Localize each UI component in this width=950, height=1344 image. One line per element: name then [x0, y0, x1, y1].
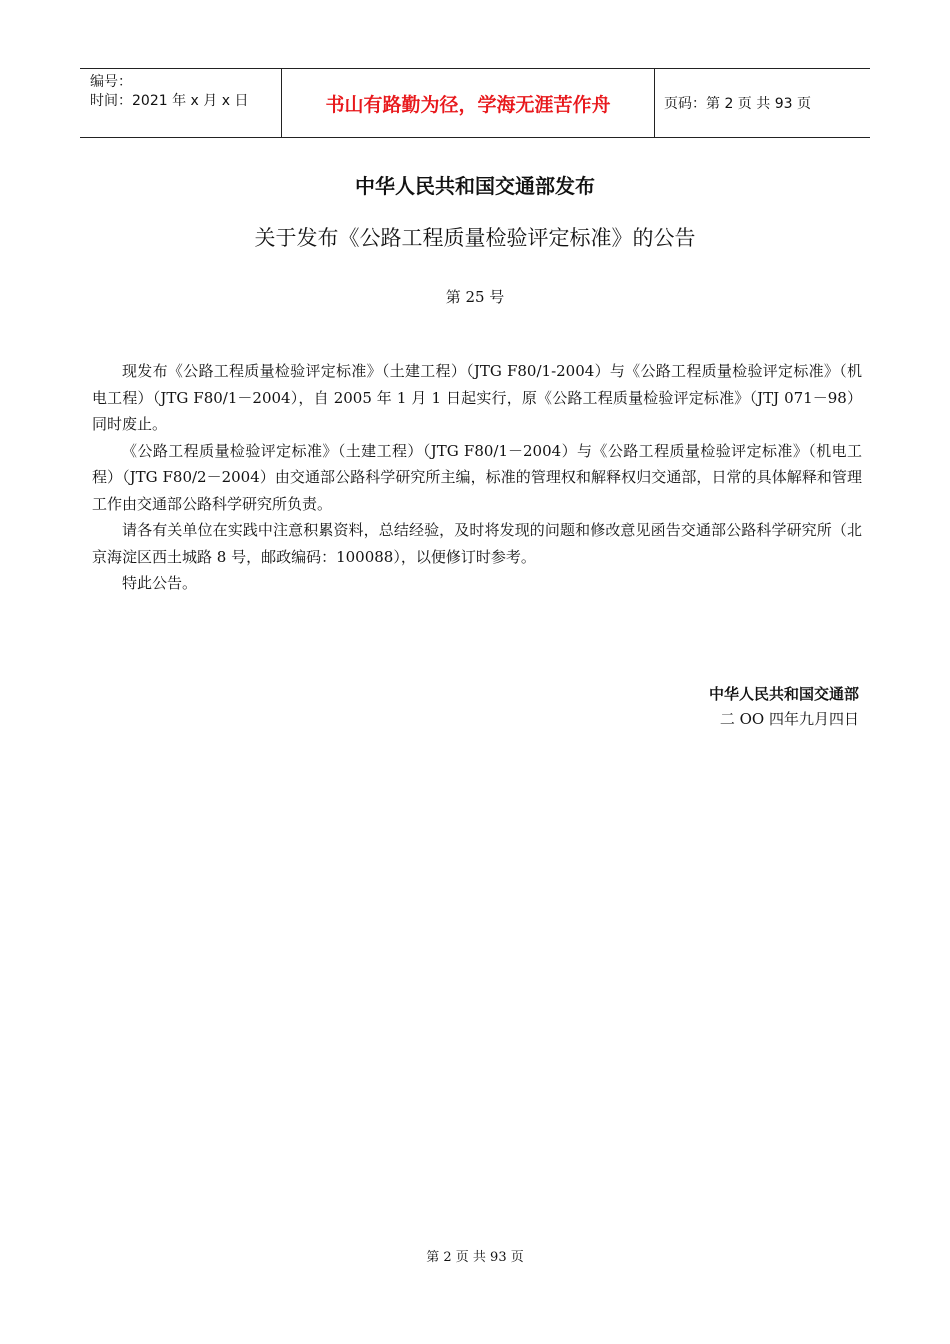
issuer-title: 中华人民共和国交通部发布 — [355, 174, 595, 198]
header-left-cell — [90, 73, 280, 111]
signature-date: 二 OO 四年九月四日 — [719, 710, 859, 728]
number-label: 编号： — [90, 74, 132, 90]
header-table — [80, 68, 870, 138]
header-divider — [654, 69, 655, 137]
document-number: 第 25 号 — [445, 288, 505, 306]
paragraph: 特此公告。 — [122, 574, 198, 592]
header-page-info: 页码：第 2 页 共 93 页 — [664, 96, 811, 112]
paragraph: 《公路工程质量检验评定标准》（土建工程）（JTG F80/1－2004）与《公路工程质量检验评定标准》（机电工程）（JTG F80/2－2004）由交通部公路科学研究所主编，标准的管理权和解释权归交通部，日常的具体解释和管理工作由交通部公路科学研究所负责。 — [92, 441, 862, 513]
paragraph: 现发布《公路工程质量检验评定标准》（土建工程）（JTG F80/1-2004）与《公路工程质量检验评定标准》（机电工程）（JTG F80/1－2004），自 2005 年 1 月 1 日起实行，原《公路工程质量检验评定标准》（JTJ 071－98）同时废止。 — [92, 362, 862, 433]
announcement-title: 关于发布《公路工程质量检验评定标准》的公告 — [254, 226, 696, 250]
announcement-body — [92, 358, 862, 597]
time-label: 时间：2021 年 x 月 x 日 — [90, 93, 249, 109]
paragraph: 请各有关单位在实践中注意积累资料，总结经验，及时将发现的问题和修改意见函告交通部公路科学研究所（北京海淀区西土城路 8 号，邮政编码：100088），以便修订时参考。 — [92, 521, 862, 566]
signature-org: 中华人民共和国交通部 — [708, 685, 859, 703]
signature-block — [709, 682, 859, 732]
header-motto: 书山有路勤为径，学海无涯苦作舟 — [325, 93, 611, 116]
page-footer: 第 2 页 共 93 页 — [426, 1250, 524, 1265]
